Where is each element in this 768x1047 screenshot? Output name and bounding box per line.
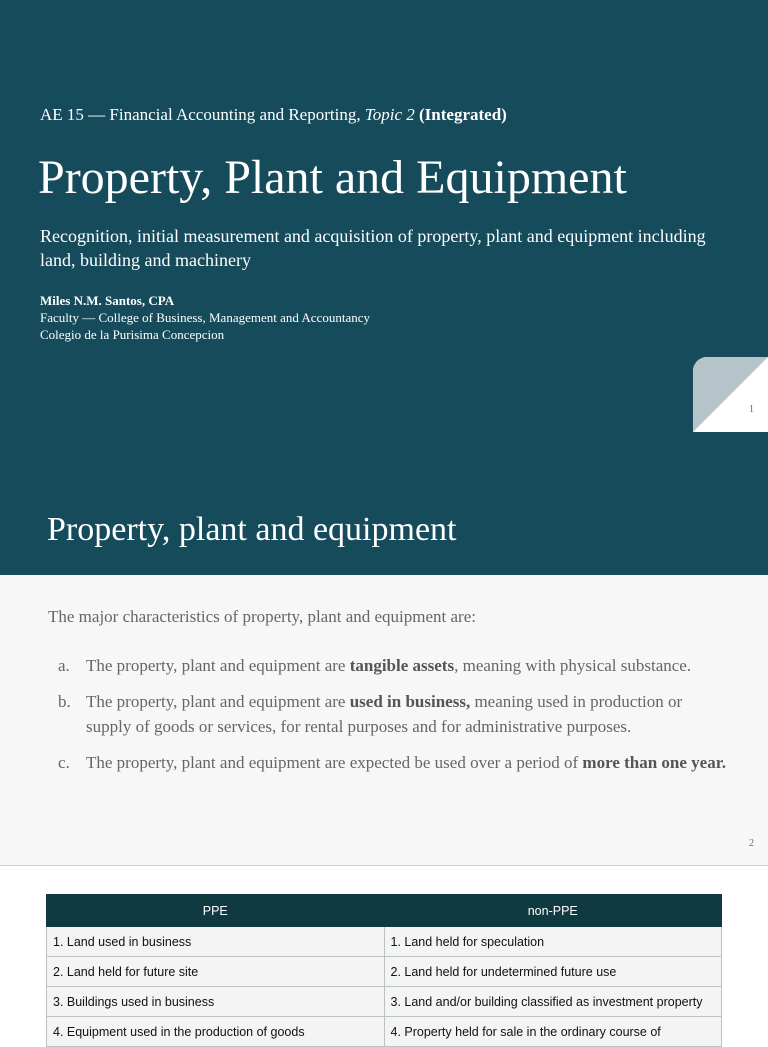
table-header-row — [47, 895, 722, 927]
item-text: The property, plant and equipment are — [86, 656, 350, 675]
intro-text: The major characteristics of property, plant and equipment are: — [48, 607, 476, 626]
item-text: , meaning with physical substance. — [454, 656, 692, 675]
table-cell: 3. Land and/or building classified as investment property — [384, 987, 722, 1017]
page-number: 2 — [749, 838, 754, 849]
title-slide — [0, 0, 768, 451]
course-topic: Topic 2 — [364, 105, 415, 124]
table-cell: 3. Buildings used in business — [47, 987, 385, 1017]
ppe-comparison-table — [46, 894, 722, 1047]
table-row — [47, 957, 722, 987]
column-header: PPE — [47, 895, 385, 927]
characteristics-list — [48, 653, 728, 786]
section-title: Property, plant and equipment — [47, 511, 457, 548]
author-role: Faculty — College of Business, Management and Accountancy — [40, 310, 370, 325]
list-item — [48, 750, 728, 775]
course-name: AE 15 — Financial Accounting and Reporting, — [40, 105, 365, 124]
list-item — [48, 653, 728, 678]
author-name: Miles N.M. Santos, CPA — [40, 293, 175, 308]
item-emphasis: more than one year. — [582, 753, 726, 772]
table-row — [47, 987, 722, 1017]
course-line — [40, 105, 507, 125]
table-cell: 1. Land held for speculation — [384, 927, 722, 957]
slide-subtitle: Recognition, initial measurement and acquisition of property, plant and equipment including land, building and machinery — [40, 226, 706, 270]
table-cell: 2. Land held for future site — [47, 957, 385, 987]
slide-title: Property, Plant and Equipment — [38, 151, 627, 204]
list-item — [48, 689, 728, 739]
column-header: non-PPE — [384, 895, 722, 927]
slide2-body — [0, 575, 768, 865]
author-block — [40, 292, 370, 343]
slide2-header — [0, 451, 768, 575]
table-cell: 4. Property held for sale in the ordinary course of — [384, 1017, 722, 1047]
item-text: meaning used in production or supply of goods or services, for rental purposes and for administrative purposes. — [86, 692, 683, 736]
table-cell: 2. Land held for undetermined future use — [384, 957, 722, 987]
list-marker: b. — [58, 692, 71, 711]
table-cell: 1. Land used in business — [47, 927, 385, 957]
table-row — [47, 927, 722, 957]
author-school: Colegio de la Purisima Concepcion — [40, 327, 225, 342]
course-tag: (Integrated) — [419, 105, 507, 124]
page-number: 1 — [749, 404, 754, 415]
list-marker: c. — [58, 753, 70, 772]
page-corner — [693, 357, 768, 432]
list-marker: a. — [58, 656, 70, 675]
item-text: The property, plant and equipment are — [86, 692, 350, 711]
item-emphasis: tangible assets — [349, 656, 455, 675]
table-row — [47, 1017, 722, 1047]
table-cell: 4. Equipment used in the production of goods — [47, 1017, 385, 1047]
item-emphasis: used in business, — [349, 692, 471, 711]
page-fold-icon — [693, 357, 768, 432]
item-text: The property, plant and equipment are expected be used over a period of — [86, 753, 583, 772]
slide-divider — [0, 865, 768, 866]
